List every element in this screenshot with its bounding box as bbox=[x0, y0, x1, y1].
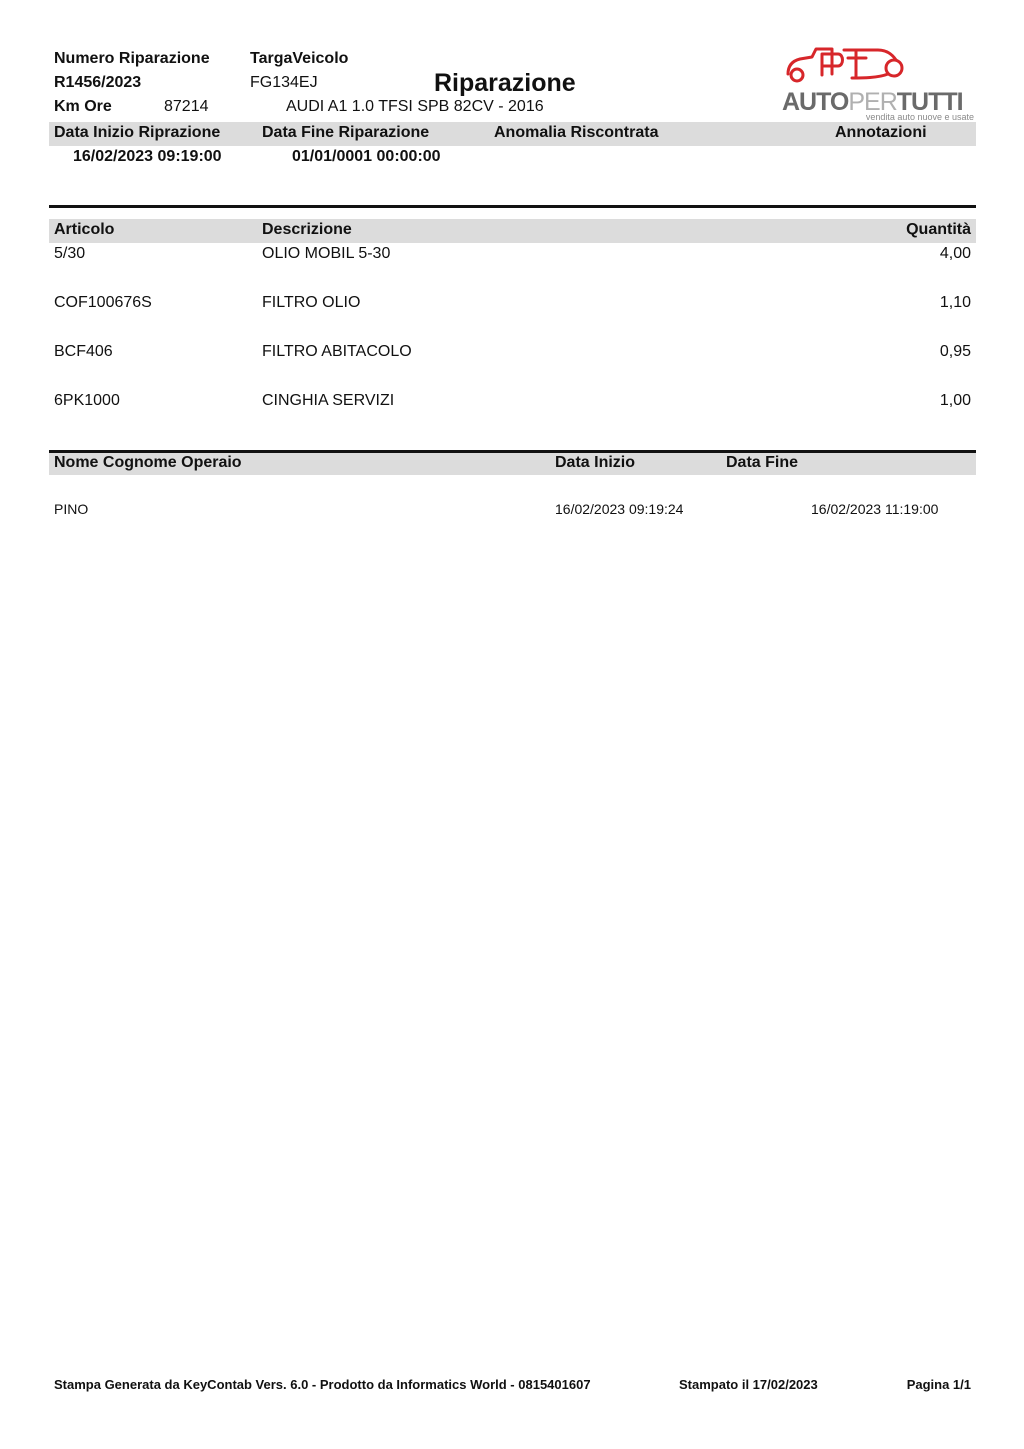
worker-end-header: Data Fine bbox=[726, 454, 799, 471]
plate-value: FG134EJ bbox=[250, 74, 318, 91]
article-code: COF100676S bbox=[54, 294, 152, 311]
vehicle-description: AUDI A1 1.0 TFSI SPB 82CV - 2016 bbox=[286, 98, 544, 115]
notes-header: Annotazioni bbox=[835, 124, 927, 141]
description-column-header: Descrizione bbox=[262, 221, 352, 238]
footer-generated: Stampa Generata da KeyContab Vers. 6.0 - Prodotto da Informatics World - 0815401607 bbox=[54, 1377, 591, 1392]
article-code: BCF406 bbox=[54, 343, 113, 360]
footer-printed-date: Stampato il 17/02/2023 bbox=[679, 1377, 818, 1392]
worker-end: 16/02/2023 11:19:00 bbox=[811, 501, 939, 517]
article-description: OLIO MOBIL 5-30 bbox=[262, 245, 391, 262]
start-date-header: Data Inizio Riprazione bbox=[54, 124, 221, 141]
km-label: Km Ore bbox=[54, 98, 112, 115]
article-column-header: Articolo bbox=[54, 221, 115, 238]
article-quantity: 1,00 bbox=[939, 392, 971, 409]
car-outline-icon bbox=[782, 44, 912, 88]
articles-header-bar bbox=[49, 219, 976, 243]
repair-number-value: R1456/2023 bbox=[54, 74, 142, 91]
article-quantity: 1,10 bbox=[939, 294, 971, 311]
repair-number-label: Numero Riparazione bbox=[54, 50, 210, 67]
quantity-column-header: Quantità bbox=[906, 221, 971, 238]
page-title: Riparazione bbox=[434, 69, 576, 97]
worker-name: PINO bbox=[54, 501, 89, 517]
plate-label: TargaVeicolo bbox=[250, 50, 349, 67]
company-logo bbox=[780, 44, 976, 122]
anomaly-header: Anomalia Riscontrata bbox=[494, 124, 659, 141]
footer-page-number: Pagina 1/1 bbox=[906, 1377, 971, 1392]
articles-divider bbox=[49, 205, 976, 208]
article-quantity: 4,00 bbox=[939, 245, 971, 262]
article-description: FILTRO ABITACOLO bbox=[262, 343, 412, 360]
article-code: 6PK1000 bbox=[54, 392, 120, 409]
article-quantity: 0,95 bbox=[939, 343, 971, 360]
logo-tagline: vendita auto nuove e usate bbox=[865, 112, 974, 122]
worker-start: 16/02/2023 09:19:24 bbox=[555, 501, 684, 517]
article-description: FILTRO OLIO bbox=[262, 294, 361, 311]
km-value: 87214 bbox=[164, 98, 209, 115]
start-date-value: 16/02/2023 09:19:00 bbox=[73, 148, 222, 165]
end-date-header: Data Fine Riparazione bbox=[262, 124, 430, 141]
article-code: 5/30 bbox=[54, 245, 86, 262]
end-date-value: 01/01/0001 00:00:00 bbox=[292, 148, 441, 165]
article-description: CINGHIA SERVIZI bbox=[262, 392, 395, 409]
logo-wordmark: AUTOPERTUTTI bbox=[782, 88, 963, 116]
worker-name-header: Nome Cognome Operaio bbox=[54, 454, 242, 471]
worker-start-header: Data Inizio bbox=[555, 454, 636, 471]
